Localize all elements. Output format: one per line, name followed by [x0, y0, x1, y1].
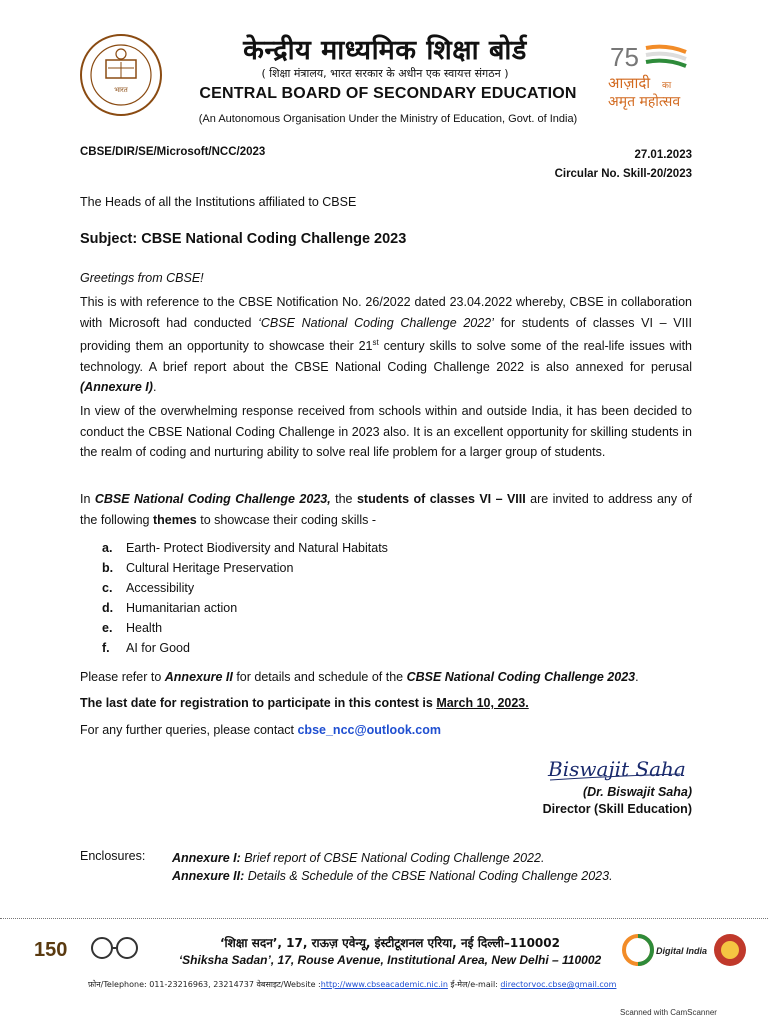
- list-item: e. Health: [102, 621, 163, 635]
- greeting: Greetings from CBSE!: [80, 271, 204, 285]
- list-item: c. Accessibility: [102, 581, 195, 595]
- footer-hindi-address: ‘शिक्षा सदन’, 17, राऊज़ एवेन्यू, इंस्टीटूशनल एरिया, नई दिल्ली–110002: [220, 936, 560, 950]
- svg-text:Biswajit Saha: Biswajit Saha: [548, 757, 686, 781]
- signatory-designation: Director (Skill Education): [542, 802, 692, 816]
- reference-number: CBSE/DIR/SE/Microsoft/NCC/2023: [80, 146, 266, 158]
- subject-line: Subject: CBSE National Coding Challenge 2023: [80, 231, 407, 247]
- list-item: Annexure I: Brief report of CBSE National Coding Challenge 2022.: [172, 851, 545, 865]
- english-subtitle: (An Autonomous Organisation Under the Ministry of Education, Govt. of India): [198, 113, 578, 125]
- circular-date: 27.01.2023: [634, 149, 692, 161]
- svg-text:75: 75: [610, 42, 639, 72]
- website-link[interactable]: http://www.cbseacademic.nic.in: [320, 980, 448, 989]
- refer-annexure: Please refer to Annexure II for details and schedule of the CBSE National Coding Challenge 2023.: [80, 670, 639, 684]
- svg-text:150: 150: [34, 939, 68, 961]
- svg-text:अमृत महोत्सव: अमृत महोत्सव: [608, 94, 681, 110]
- list-item: f. AI for Good: [102, 641, 190, 655]
- footer-english-address: ‘Shiksha Sadan’, 17, Rouse Avenue, Institutional Area, New Delhi – 110002: [178, 953, 602, 967]
- scanned-watermark: Scanned with CamScanner: [620, 1008, 717, 1017]
- footer-contact-line: फ़ोन/Telephone: 011-23216963, 23214737 वेबसाइट/Website :http://www.cbseacademic.nic.in ई-मेल/e-mail: directorvoc.cbse@gmail.com: [88, 980, 617, 989]
- svg-text:आज़ादी: आज़ादी: [608, 74, 651, 92]
- signatory-name: (Dr. Biswajit Saha): [582, 785, 692, 799]
- footer-right-logos: [620, 928, 750, 972]
- svg-text:भारत: भारत: [114, 86, 128, 94]
- enclosures-label: Enclosures:: [80, 849, 146, 863]
- hindi-subtitle: ( शिक्षा मंत्रालय, भारत सरकार के अधीन एक स्वायत्त संगठन ): [261, 67, 509, 80]
- paragraph-invitation: In CBSE National Coding Challenge 2023, the students of classes VI – VIII are invited to address any of the following themes to showcase their coding skills -: [80, 492, 692, 527]
- svg-text:Digital India: Digital India: [656, 946, 708, 956]
- hindi-title: केन्द्रीय माध्यमिक शिक्षा बोर्ड: [243, 35, 527, 66]
- cbse-seal-logo: [78, 32, 164, 118]
- list-item: a. Earth- Protect Biodiversity and Natural Habitats: [102, 541, 388, 555]
- list-item: d. Humanitarian action: [102, 601, 238, 615]
- last-date-notice: The last date for registration to participate in this contest is March 10, 2023.: [80, 696, 529, 710]
- queries-contact: For any further queries, please contact cbse_ncc@outlook.com: [80, 723, 441, 737]
- english-title: CENTRAL BOARD OF SECONDARY EDUCATION: [199, 85, 577, 102]
- paragraph-decision: In view of the overwhelming response received from schools within and outside India, it has been decided to conduct the CBSE National Coding Challenge in 2023 also. It is an excellent opportunity for skilling students in the realm of coding and nurturing ability to solve real life problem for a larger group of students.: [80, 404, 692, 459]
- addressee: The Heads of all the Institutions affiliated to CBSE: [80, 195, 357, 209]
- svg-text:का: का: [662, 81, 672, 91]
- azadi-ka-amrit-mahotsav-logo: [606, 40, 714, 112]
- footer-divider: [0, 918, 768, 919]
- themes-list: [102, 538, 388, 658]
- circular-number: Circular No. Skill-20/2023: [554, 168, 692, 180]
- paragraph-reference: This is with reference to the CBSE Notification No. 26/2022 dated 23.04.2022 whereby, CBSE in collaboration with Microsoft had conducted ‘CBSE National Coding Challenge 2022’ for students of classes VI – VIII providing them an opportunity to showcase their 21st century skills to solve some of the real-life issues with technology. A brief report about the CBSE National Coding Challenge 2022 is also annexed for perusal (Annexure I).: [80, 295, 692, 395]
- footer-left-logos: [32, 930, 152, 970]
- reference-date-block: [520, 146, 692, 184]
- footer-email-link[interactable]: directorvoc.cbse@gmail.com: [500, 980, 617, 989]
- contact-email-link[interactable]: cbse_ncc@outlook.com: [297, 723, 441, 737]
- list-item: Annexure II: Details & Schedule of the CBSE National Coding Challenge 2023.: [172, 869, 613, 883]
- enclosures-list: [172, 849, 613, 885]
- list-item: b. Cultural Heritage Preservation: [102, 561, 294, 575]
